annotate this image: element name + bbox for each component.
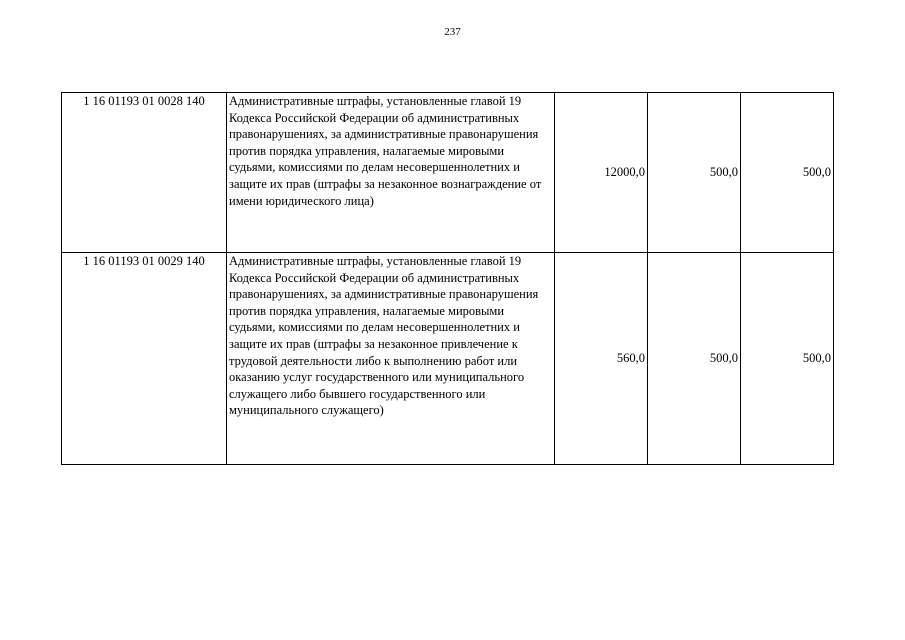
budget-table (61, 92, 834, 465)
page-number: 237 (444, 26, 461, 38)
description-cell (227, 253, 555, 465)
amount-cell-1: 560,0 (555, 253, 648, 465)
budget-code-cell: 1 16 01193 01 0028 140 (62, 93, 227, 253)
amount-cell-3: 500,0 (741, 253, 834, 465)
budget-code-cell: 1 16 01193 01 0029 140 (62, 253, 227, 465)
table-row (62, 93, 834, 253)
description-text: Административные штрафы, установленные главой 19 Кодекса Российской Федерации об административных правонарушениях, за административные правонарушения против порядка управления, налагаемые мировыми судьями, комиссиями по делам несовершеннолетних и защите их прав (штрафы за незаконное вознаграждение от имени юридического лица) (229, 94, 542, 208)
description-cell (227, 93, 555, 253)
amount-cell-2: 500,0 (648, 93, 741, 253)
amount-cell-3: 500,0 (741, 93, 834, 253)
description-text: Административные штрафы, установленные главой 19 Кодекса Российской Федерации об административных правонарушениях, за административные правонарушения против порядка управления, налагаемые мировыми судьями, комиссиями по делам несовершеннолетних и защите их прав (штрафы за незаконное привлечение к трудовой деятельности либо к выполнению работ или оказанию услуг государственного или муниципального служащего либо бывшего государственного или муниципального служащего) (229, 254, 539, 418)
amount-cell-1: 12000,0 (555, 93, 648, 253)
amount-cell-2: 500,0 (648, 253, 741, 465)
table-row (62, 253, 834, 465)
